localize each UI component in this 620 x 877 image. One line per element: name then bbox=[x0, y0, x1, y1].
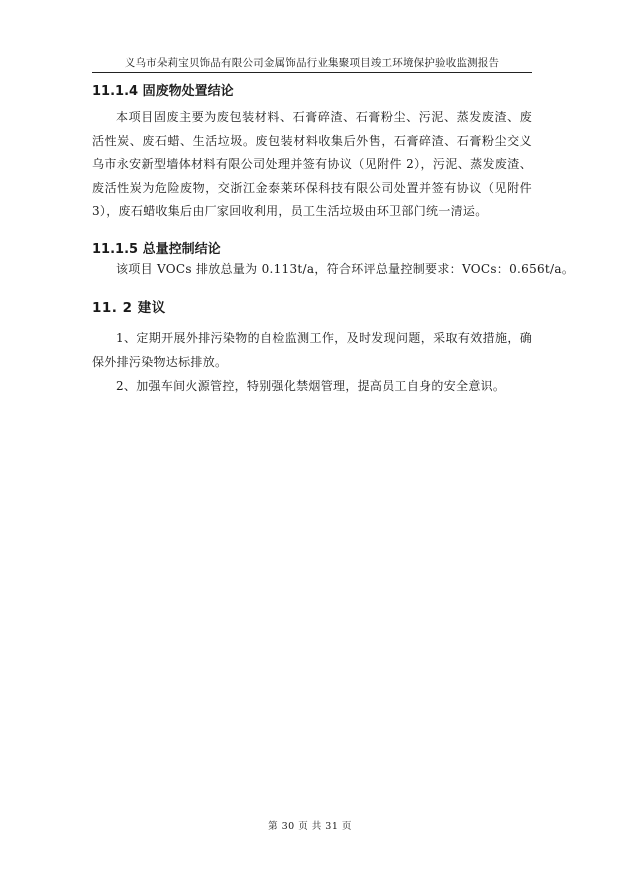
page-number-footer: 第 30 页 共 31 页 bbox=[268, 821, 352, 832]
section-heading-suggestions: 11. 2 建议 bbox=[92, 300, 166, 316]
total-control-paragraph: 该项目 VOCs 排放总量为 0.113t/a，符合环评总量控制要求：VOCs：0.656t/a。 bbox=[116, 262, 575, 276]
section-heading-solid-waste: 11.1.4 固废物处置结论 bbox=[92, 84, 234, 99]
page-header-title: 义乌市朵莉宝贝饰品有限公司金属饰品行业集聚项目竣工环境保护验收监测报告 bbox=[124, 57, 500, 69]
suggestion-item-2: 2、加强车间火源管控，特别强化禁烟管理，提高员工自身的安全意识。 bbox=[116, 379, 506, 393]
suggestion-item-1: 1、定期开展外排污染物的自检监测工作，及时发现问题，采取有效措施，确保外排污染物达标排放。 bbox=[92, 331, 532, 369]
solid-waste-paragraph: 本项目固废主要为废包装材料、石膏碎渣、石膏粉尘、污泥、蒸发废渣、废活性炭、废石蜡、生活垃圾。废包装材料收集后外售，石膏碎渣、石膏粉尘交义乌市永安新型墙体材料有限公司处理并签有协议（见附件 2），污泥、蒸发废渣、废活性炭为危险废物，交浙江金泰莱环保科技有限公司处置并签有协议（见附件 3），废石蜡收集后由厂家回收利用，员工生活垃圾由环卫部门统一清运。 bbox=[92, 110, 532, 218]
section-heading-total-control: 11.1.5 总量控制结论 bbox=[92, 242, 221, 257]
header-divider bbox=[92, 72, 532, 73]
